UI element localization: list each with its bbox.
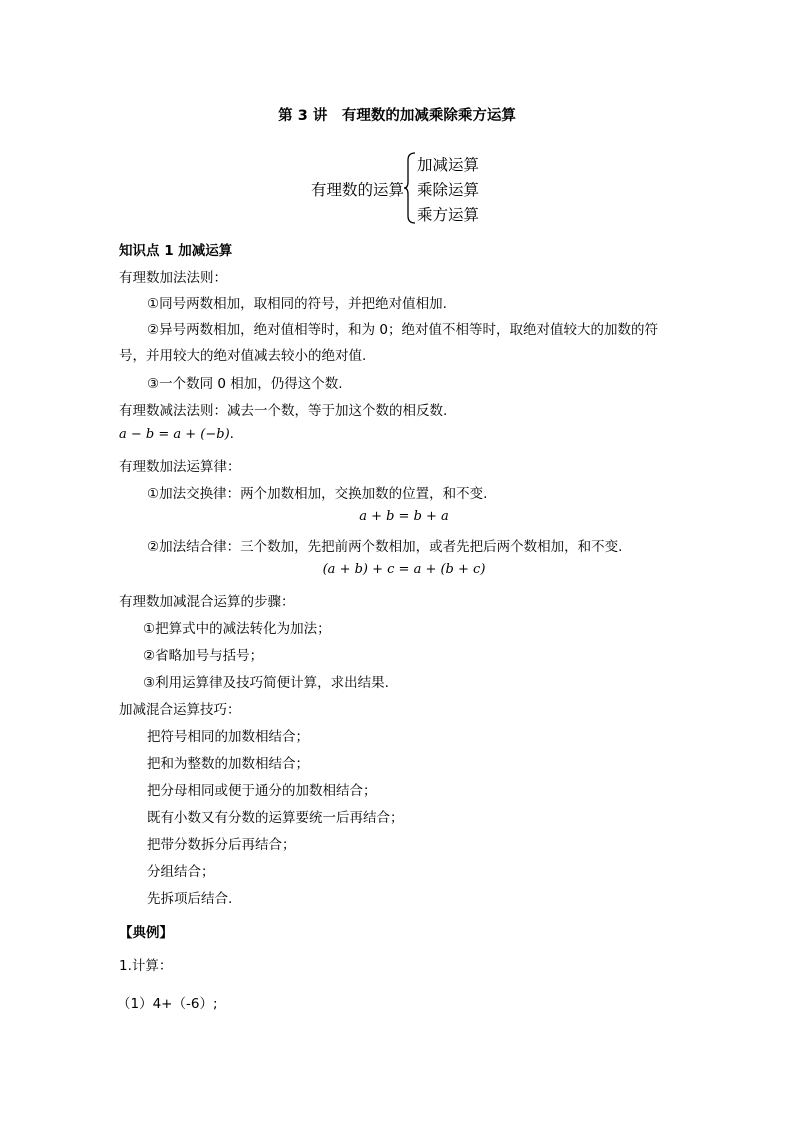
associative-law: ②加法结合律：三个数加，先把前两个数相加，或者先把后两个数相加，和不变.	[147, 539, 623, 555]
mixed-step-3: ③利用运算律及技巧简便计算，求出结果.	[143, 675, 389, 691]
operation-item-add-subtract: 加减运算	[417, 156, 480, 174]
addition-rule-3: ③一个数同 0 相加，仍得这个数.	[147, 376, 343, 392]
operations-label: 有理数的运算	[311, 181, 405, 199]
examples-heading: 【典例】	[119, 925, 173, 941]
tips-title: 加减混合运算技巧：	[119, 702, 241, 718]
operation-item-multiply-divide: 乘除运算	[417, 181, 480, 199]
tip-item: 把分母相同或便于通分的加数相结合；	[147, 783, 377, 799]
subtraction-rule: 有理数减法法则：减去一个数，等于加这个数的相反数.	[119, 403, 448, 419]
addition-rule-2: ②异号两数相加，绝对值相等时，和为 0；绝对值不相等时，取绝对值较大的加数的符	[147, 322, 658, 338]
tip-item: 既有小数又有分数的运算要统一后再结合；	[147, 810, 404, 826]
commutative-formula: a + b = b + a	[359, 509, 449, 524]
tip-item: 把和为整数的加数相结合；	[147, 756, 309, 772]
tip-item: 把带分数拆分后再结合；	[147, 837, 296, 853]
section-heading: 知识点 1 加减运算	[119, 243, 233, 259]
addition-rule-2-continued: 号，并用较大的绝对值减去较小的绝对值.	[119, 348, 367, 364]
tip-item: 先拆项后结合.	[147, 891, 233, 907]
addition-laws-title: 有理数加法运算律：	[119, 459, 241, 475]
mixed-step-2: ②省略加号与括号；	[143, 648, 264, 664]
formula-period: .	[229, 426, 234, 442]
page-title: 第 3 讲 有理数的加减乘除乘方运算	[278, 108, 516, 124]
addition-rule-1: ①同号两数相加，取相同的符号，并把绝对值相加.	[147, 296, 447, 312]
commutative-law: ①加法交换律：两个加数相加，交换加数的位置，和不变.	[147, 486, 488, 502]
example-question-1-part-1: （1）4+（-6）;	[117, 996, 218, 1012]
tip-item: 分组结合；	[147, 864, 215, 880]
subtraction-formula	[119, 426, 234, 442]
mixed-steps-title: 有理数加减混合运算的步骤：	[119, 594, 295, 610]
curly-brace-icon	[403, 152, 417, 224]
addition-rule-title: 有理数加法法则：	[119, 270, 227, 286]
operation-item-power: 乘方运算	[417, 206, 480, 224]
subtraction-formula-math: a − b = a + (−b)	[119, 427, 230, 442]
associative-formula: (a + b) + c = a + (b + c)	[322, 562, 486, 577]
example-question-1: 1.计算：	[119, 958, 173, 974]
mixed-step-1: ①把算式中的减法转化为加法；	[143, 621, 331, 637]
tip-item: 把符号相同的加数相结合；	[147, 729, 309, 745]
